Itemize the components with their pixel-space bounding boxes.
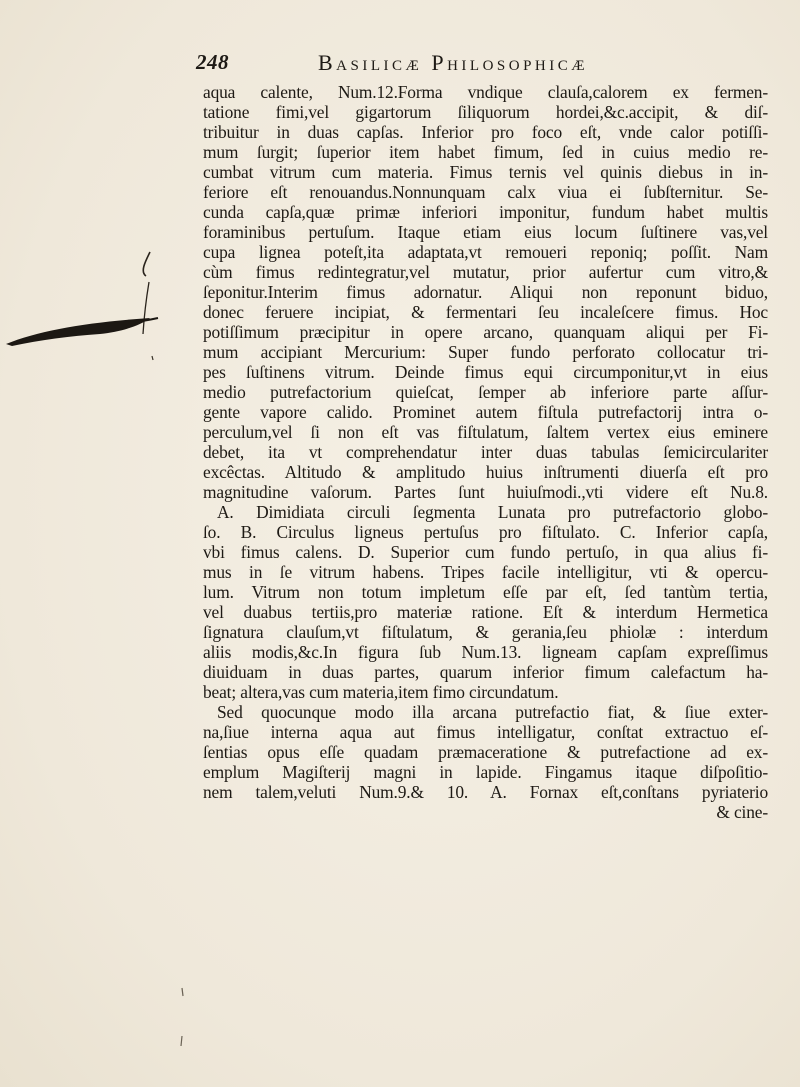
text-line: ſentias opus eſſe quadam præmaceratione & putrefactione ad ex- bbox=[203, 742, 768, 762]
text-line: tribuitur in duas capſas. Inferior pro foco eſt, vnde calor potiſſi- bbox=[203, 122, 768, 142]
text-line: foraminibus pertuſum. Itaque etiam eius locum ſuſtinere vas,vel bbox=[203, 222, 768, 242]
text-line: cunda capſa,quæ primæ inferiori imponitur, fundum habet multis bbox=[203, 202, 768, 222]
text-line: ſeponitur.Interim fimus adornatur. Aliqui non reponunt biduo, bbox=[203, 282, 768, 302]
text-line: feriore eſt renouandus.Nonnunquam calx viua ei ſubſternitur. Se- bbox=[203, 182, 768, 202]
text-line: vbi fimus calens. D. Superior cum fundo pertuſo, in qua alius fi- bbox=[203, 542, 768, 562]
text-line: cùm fimus redintegratur,vel mutatur, prior aufertur cum vitro,& bbox=[203, 262, 768, 282]
text-line: mus in ſe vitrum habens. Tripes facile intelligitur, vti & opercu- bbox=[203, 562, 768, 582]
catchword: & cine- bbox=[716, 802, 768, 822]
text-line: beat; altera,vas cum materia,item fimo circundatum. bbox=[203, 682, 559, 702]
text-line: perculum,vel ſi non eſt vas fiſtulatum, ſaltem vertex eius eminere bbox=[203, 422, 768, 442]
text-line: cumbat vitrum cum materia. Fimus ternis vel quinis diebus in in- bbox=[203, 162, 768, 182]
text-line: debet, ita vt comprehendatur inter duas tabulas ſemicirculariter bbox=[203, 442, 768, 462]
text-line: vel duabus tertiis,pro materiæ ratione. Eſt & interdum Hermetica bbox=[203, 602, 768, 622]
text-line: donec feruere incipiat, & fermentari ſeu incaleſcere fimus. Hoc bbox=[203, 302, 768, 322]
margin-specks bbox=[176, 980, 196, 1060]
running-head: Basilicæ Philosophicæ bbox=[318, 50, 589, 75]
text-line: mum ſurgit; ſuperior item habet fimum, ſed in cuius medio re- bbox=[203, 142, 768, 162]
text-line: gente vapore calido. Prominet autem fiſtula putrefactorij intra o- bbox=[203, 402, 768, 422]
text-line: pes ſuſtinens vitrum. Deinde fimus equi circumponitur,vt in eius bbox=[203, 362, 768, 382]
text-line: aliis modis,&c.In figura ſub Num.13. ligneam capſam expreſſimus bbox=[203, 642, 768, 662]
text-line: Sed quocunque modo illa arcana putrefactio fiat, & ſiue exter- bbox=[217, 702, 768, 722]
text-line: tatione fimi,vel gigartorum ſiliquorum hordei,&c.accipit, & diſ- bbox=[203, 102, 768, 122]
text-line: diuiduam in duas partes, quarum inferior fimum calefactum ha- bbox=[203, 662, 768, 682]
text-line: aqua calente, Num.12.Forma vndique clauſa,calorem ex fermen- bbox=[203, 82, 768, 102]
text-line: na,ſiue interna aqua aut fimus intelligatur, conſtat extractuo eſ- bbox=[203, 722, 768, 742]
page-number: 248 bbox=[196, 50, 229, 74]
margin-pen-flourish bbox=[0, 0, 200, 400]
page-header bbox=[196, 50, 756, 80]
text-line: excêctas. Altitudo & amplitudo huius inſtrumenti diuerſa eſt pro bbox=[203, 462, 768, 482]
text-line: medio putrefactorium quieſcat, ſemper ab inferiore parte aſſur- bbox=[203, 382, 768, 402]
text-line: ſo. B. Circulus ligneus pertuſus pro fiſtulato. C. Inferior capſa, bbox=[203, 522, 768, 542]
text-line: cupa lignea poteſt,ita adaptata,vt remoueri reponiq; poſſit. Nam bbox=[203, 242, 768, 262]
text-line: magnitudine vaſorum. Partes ſunt huiuſmodi.,vti videre eſt Nu.8. bbox=[203, 482, 768, 502]
text-line: potiſſimum præcipitur in opere arcano, quanquam aliqui per Fi- bbox=[203, 322, 768, 342]
text-line: ſignatura clauſum,vt fiſtulatum, & gerania,ſeu phiolæ : interdum bbox=[203, 622, 768, 642]
text-line: lum. Vitrum non totum impletum eſſe par eſt, ſed tantùm tertia, bbox=[203, 582, 768, 602]
body-text bbox=[203, 82, 768, 822]
text-line: A. Dimidiata circuli ſegmenta Lunata pro putrefactorio globo- bbox=[217, 502, 768, 522]
text-line: nem talem,veluti Num.9.& 10. A. Fornax eſt,conſtans pyriaterio bbox=[203, 782, 768, 802]
text-line: emplum Magiſterij magni in lapide. Fingamus itaque diſpoſitio- bbox=[203, 762, 768, 782]
text-line: mum accipiant Mercurium: Super fundo perforato collocatur tri- bbox=[203, 342, 768, 362]
